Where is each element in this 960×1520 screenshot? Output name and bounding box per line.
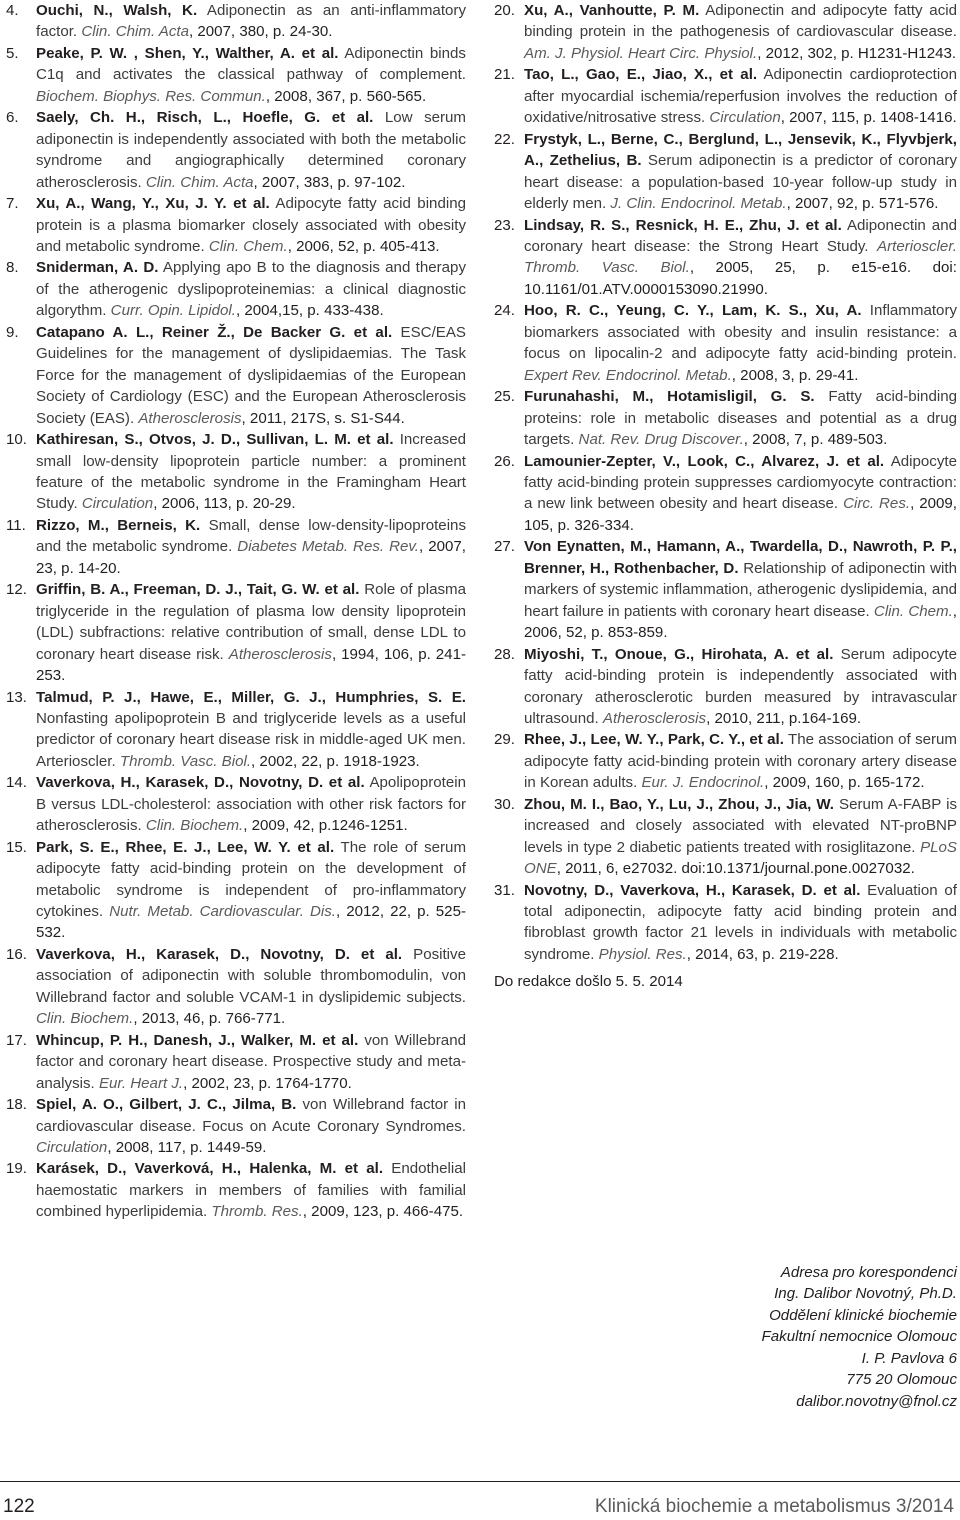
reference-details: , 2012, 22, p. 525-532. xyxy=(36,903,466,942)
reference-details: , 2009, 160, p. 165-172. xyxy=(764,774,925,792)
reference-item xyxy=(6,772,466,836)
reference-details: , 2006, 52, p. 853-859. xyxy=(524,602,957,642)
reference-item xyxy=(6,43,466,107)
reference-item xyxy=(6,107,466,193)
reference-item xyxy=(494,300,957,386)
reference-journal: Thromb. Res. xyxy=(211,1203,303,1221)
reference-details: , 2011, 217S, s. S1-S44. xyxy=(241,409,405,427)
reference-details: , 2007, 92, p. 571-576. xyxy=(786,195,939,213)
reference-authors: Von Eynatten, M., Hamann, A., Twardella, D., Nawroth, P. P., Brenner, H., Rothenbacher, D. xyxy=(524,538,957,577)
reference-authors: Catapano A. L., Reiner Ž., De Backer G. et al. xyxy=(36,323,393,341)
reference-title: Serum adiponectin is a predictor of coronary heart disease: a population-based 10-year follow-up study in elderly men. xyxy=(524,152,958,213)
reference-item xyxy=(6,429,466,515)
reference-title: Adipocyte fatty acid binding protein is a plasma biomarker closely associated with obesity and metabolic syndrome. xyxy=(36,195,466,255)
reference-journal: Atherosclerosis xyxy=(602,709,707,727)
reference-journal: Eur. Heart J. xyxy=(98,1074,184,1092)
reference-authors: Zhou, M. I., Bao, Y., Lu, J., Zhou, J., Jia, W. xyxy=(524,795,834,813)
reference-authors: Furunahashi, M., Hotamisligil, G. S. xyxy=(524,388,815,406)
reference-details: , 2013, 46, p. 766-771. xyxy=(133,1010,286,1028)
reference-journal: Am. J. Physiol. Heart Circ. Physiol. xyxy=(524,44,758,62)
reference-title: Serum adipocyte fatty acid-binding protein is independently associated with coronary atherosclerotic burden measured by intravascular ultrasound. xyxy=(524,645,957,727)
reference-title: Adiponectin as an anti-inflammatory factor. xyxy=(36,2,466,41)
reference-number: 7. xyxy=(6,195,19,213)
reference-number: 20. xyxy=(494,2,515,19)
reference-title: ESC/EAS Guidelines for the management of dyslipidaemias. The Task Force for the management of dyslipidaemias of the European Society of Cardiology (ESC) and the European Atherosclerosis Society (EAS). xyxy=(36,323,466,427)
reference-number: 29. xyxy=(494,731,515,749)
reference-number: 8. xyxy=(6,259,19,277)
reference-number: 5. xyxy=(6,44,19,62)
reference-number: 4. xyxy=(6,2,19,19)
reference-item xyxy=(6,1030,466,1094)
reference-authors: Saely, Ch. H., Risch, L., Hoefle, G. et al. xyxy=(36,109,374,127)
reference-number: 10. xyxy=(6,431,27,449)
reference-title: Adipocyte fatty acid-binding protein suppresses cardiomyocyte contraction: a new link between obesity and heart disease. xyxy=(524,452,957,513)
reference-journal: Biochem. Biophys. Res. Commun. xyxy=(36,87,266,105)
reference-journal: Clin. Chim. Acta xyxy=(81,23,189,41)
reference-details: , 1994, 106, p. 241-253. xyxy=(36,645,466,685)
reference-authors: Frystyk, L., Berne, C., Berglund, L., Jensevik, K., Flyvbjerk, A., Zethelius, B. xyxy=(524,130,957,170)
reference-number: 23. xyxy=(494,216,515,234)
reference-number: 28. xyxy=(494,645,515,663)
reference-item xyxy=(494,794,957,880)
reference-title: Adiponectin cardioprotection after myocardial ischemia/reperfusion involves the reduction of oxidative/nitrosative stress. xyxy=(524,66,957,127)
reference-title: von Willebrand factor and coronary heart disease. Prospective study and meta-analysis. xyxy=(36,1031,466,1092)
page-number: 122 xyxy=(3,1496,35,1517)
reference-column-right xyxy=(494,0,957,1008)
reference-item xyxy=(494,536,957,643)
reference-journal: Circ. Res. xyxy=(843,495,911,513)
reference-number: 18. xyxy=(6,1096,27,1114)
reference-item xyxy=(494,729,957,793)
reference-details: , 2007, 115, p. 1408-1416. xyxy=(780,109,957,127)
reference-journal: Thromb. Vasc. Biol. xyxy=(119,752,252,770)
reference-title: Nonfasting apolipoprotein B and triglyceride levels as a useful predictor of coronary heart disease risk in middle-aged UK men. Arterioscler. xyxy=(36,709,466,770)
reference-item xyxy=(6,193,466,257)
reference-authors: Novotny, D., Vaverkova, H., Karasek, D. et al. xyxy=(524,881,861,899)
reference-details: , 2009, 123, p. 466-475. xyxy=(302,1203,464,1221)
reference-journal: Eur. J. Endocrinol. xyxy=(641,774,765,792)
reference-details: , 2011, 6, e27032. doi:10.1371/journal.pone.0027032. xyxy=(556,860,915,878)
reference-title: Relationship of adiponectin with markers of systemic inflammation, atherogenic dyslipidemia, and heart failure in patients with coronary heart disease. xyxy=(524,559,957,620)
reference-authors: Spiel, A. O., Gilbert, J. C., Jilma, B. xyxy=(36,1096,297,1114)
reference-authors: Hoo, R. C., Yeung, C. Y., Lam, K. S., Xu, A. xyxy=(524,302,862,320)
reference-authors: Griffin, B. A., Freeman, D. J., Tait, G. W. et al. xyxy=(36,581,360,599)
reference-journal: Clin. Chem. xyxy=(873,602,953,620)
reference-number: 24. xyxy=(494,302,515,320)
reference-number: 14. xyxy=(6,774,27,792)
reference-title: Apolipoprotein B versus LDL-cholesterol: association with other risk factors for atherosclerosis. xyxy=(36,774,466,835)
reference-title: von Willebrand factor in cardiovascular disease. Focus on Acute Coronary Syndromes. xyxy=(36,1096,467,1135)
reference-details: , 2008, 117, p. 1449-59. xyxy=(107,1139,267,1157)
reference-number: 13. xyxy=(6,688,27,706)
reference-number: 15. xyxy=(6,838,27,856)
reference-item xyxy=(494,451,957,537)
reference-title: Endothelial haemostatic markers in members of families with familial combined hyperlipidemia. xyxy=(36,1160,466,1221)
reference-number: 17. xyxy=(6,1031,27,1049)
reference-item xyxy=(494,880,957,966)
reference-details: , 2012, 302, p. H1231-H1243. xyxy=(757,44,957,62)
reference-details: , 2007, 383, p. 97-102. xyxy=(253,173,406,191)
reference-title: Serum A-FABP is increased and closely associated with elevated NT-proBNP levels in type 2 diabetic patients treated with rosiglitazone. xyxy=(524,795,957,856)
reference-item xyxy=(494,644,957,730)
reference-item xyxy=(494,0,957,64)
reference-item xyxy=(494,129,957,215)
reference-item xyxy=(6,0,466,43)
reference-number: 25. xyxy=(494,388,515,406)
reference-number: 6. xyxy=(6,109,19,127)
reference-title: Fatty acid-binding proteins: role in metabolic diseases and potential as a drug targets. xyxy=(524,388,957,449)
reference-item xyxy=(6,257,466,321)
reference-authors: Xu, A., Vanhoutte, P. M. xyxy=(524,2,700,19)
reference-item xyxy=(494,386,957,450)
address-city: 775 20 Olomouc xyxy=(846,1371,957,1389)
reference-journal: Circulation xyxy=(36,1139,108,1157)
reference-item xyxy=(494,215,957,301)
reference-details: , 2008, 7, p. 489-503. xyxy=(743,431,888,449)
reference-details: , 2014, 63, p. 219-228. xyxy=(686,945,839,963)
reference-journal: Nutr. Metab. Cardiovascular. Dis. xyxy=(109,903,336,921)
reference-authors: Kathiresan, S., Otvos, J. D., Sullivan, L. M. et al. xyxy=(36,431,394,449)
reference-authors: Whincup, P. H., Danesh, J., Walker, M. et al. xyxy=(36,1031,359,1049)
reference-title: The role of serum adipocyte fatty acid-binding protein on the development of metabolic syndrome is independent of pro-inflammatory cytokines. xyxy=(36,838,467,921)
reference-authors: Lindsay, R. S., Resnick, H. E., Zhu, J. et al. xyxy=(524,216,842,234)
reference-number: 11. xyxy=(6,516,26,534)
reference-journal: Clin. Chim. Acta xyxy=(145,173,254,191)
reference-item xyxy=(6,944,466,1030)
reference-journal: Physiol. Res. xyxy=(598,945,687,963)
footer-rule xyxy=(0,1481,960,1482)
reference-number: 16. xyxy=(6,945,27,963)
received-date: Do redakce došlo 5. 5. 2014 xyxy=(494,973,683,991)
reference-title: Small, dense low-density-lipoproteins and the metabolic syndrome. xyxy=(36,516,466,556)
reference-journal: Diabetes Metab. Res. Rev. xyxy=(237,538,420,556)
reference-number: 12. xyxy=(6,581,27,599)
reference-title: Positive association of adiponectin with soluble thrombomodulin, von Willebrand factor and soluble VCAM-1 in dyslipidemic subjects. xyxy=(36,945,466,1006)
reference-title: The association of serum adipocyte fatty acid-binding protein with coronary artery disease in Korean adults. xyxy=(524,731,958,792)
reference-details: , 2009, 42, p.1246-1251. xyxy=(243,817,408,835)
reference-authors: Rizzo, M., Berneis, K. xyxy=(36,516,201,534)
reference-journal: Curr. Opin. Lipidol. xyxy=(110,302,236,320)
reference-number: 31. xyxy=(494,881,515,899)
reference-details: , 2006, 52, p. 405-413. xyxy=(287,237,440,255)
reference-item xyxy=(6,1094,466,1158)
reference-authors: Park, S. E., Rhee, E. J., Lee, W. Y. et al. xyxy=(36,838,335,856)
reference-authors: Talmud, P. J., Hawe, E., Miller, G. J., Humphries, S. E. xyxy=(36,688,466,706)
reference-authors: Peake, P. W. , Shen, Y., Walther, A. et al. xyxy=(36,44,339,62)
reference-item xyxy=(6,579,466,686)
reference-authors: Xu, A., Wang, Y., Xu, J. Y. et al. xyxy=(36,195,270,213)
reference-title: Adiponectin binds C1q and activates the classical pathway of complement. xyxy=(36,44,466,84)
reference-title: Low serum adiponectin is independently associated with both the metabolic syndrome and angiographically determined coronary atherosclerosis. xyxy=(36,109,467,191)
reference-title: Role of plasma triglyceride in the regulation of plasma low density lipoprotein (LDL) subfractions: relative contribution of small, dense LDL to coronary heart disease risk. xyxy=(36,581,466,663)
reference-authors: Rhee, J., Lee, W. Y., Park, C. Y., et al. xyxy=(524,731,784,749)
reference-item xyxy=(6,322,466,429)
address-heading: Adresa pro korespondenci xyxy=(780,1264,957,1281)
address-hospital: Fakultní nemocnice Olomouc xyxy=(761,1328,957,1346)
reference-journal: PLoS ONE xyxy=(524,838,957,878)
reference-authors: Karásek, D., Vaverková, H., Halenka, M. et al. xyxy=(36,1160,384,1178)
reference-details: , 2008, 3, p. 29-41. xyxy=(731,366,859,384)
reference-number: 21. xyxy=(494,66,515,84)
reference-journal: J. Clin. Endocrinol. Metab. xyxy=(610,195,787,213)
reference-details: , 2004,15, p. 433-438. xyxy=(235,302,384,320)
reference-journal: Clin. Biochem. xyxy=(36,1010,134,1028)
reference-title: Adiponectin and adipocyte fatty acid binding protein in the pathogenesis of cardiovascular disease. xyxy=(524,2,957,41)
reference-journal: Atherosclerosis xyxy=(138,409,242,427)
address-department: Oddělení klinické biochemie xyxy=(769,1306,957,1324)
reference-number: 22. xyxy=(494,130,515,148)
reference-number: 26. xyxy=(494,452,515,470)
reference-journal: Expert Rev. Endocrinol. Metab. xyxy=(524,366,732,384)
reference-details: , 2006, 113, p. 20-29. xyxy=(153,495,296,513)
reference-number: 30. xyxy=(494,795,515,813)
reference-title: Inflammatory biomarkers associated with obesity and insulin resistance: a focus on lipocalin-2 and adipocyte fatty acid-binding protein. xyxy=(524,302,958,363)
reference-item xyxy=(494,64,957,128)
reference-details: , 2008, 367, p. 560-565. xyxy=(265,87,427,105)
reference-title: Increased small low-density lipoprotein particle number: a prominent feature of the metabolic syndrome in the Framingham Heart Study. xyxy=(36,431,466,513)
reference-authors: Vaverkova, H., Karasek, D., Novotny, D. et al. xyxy=(36,945,403,963)
reference-number: 27. xyxy=(494,538,515,556)
reference-title: Applying apo B to the diagnosis and therapy of the atherogenic dyslipoproteinemias: a clinical diagnostic algorythm. xyxy=(36,259,466,320)
reference-column-left xyxy=(6,0,466,1223)
reference-journal: Circulation xyxy=(709,109,781,127)
reference-journal: Clin. Chem. xyxy=(208,237,288,255)
address-author: Ing. Dalibor Novotný, Ph.D. xyxy=(774,1285,957,1303)
address-email[interactable]: dalibor.novotny@fnol.cz xyxy=(796,1392,957,1410)
reference-number: 19. xyxy=(6,1160,27,1178)
reference-details: , 2007, 380, p. 24-30. xyxy=(188,23,333,41)
address-street: I. P. Pavlova 6 xyxy=(861,1349,957,1367)
reference-authors: Ouchi, N., Walsh, K. xyxy=(36,2,198,19)
reference-title: Evaluation of total adiponectin, adipocyte fatty acid binding protein and fibroblast growth factor 21 levels in individuals with metabolic syndrome. xyxy=(524,881,957,963)
reference-authors: Miyoshi, T., Onoue, G., Hirohata, A. et al. xyxy=(524,645,834,663)
reference-journal: Circulation xyxy=(81,495,154,513)
reference-journal: Nat. Rev. Drug Discover. xyxy=(578,431,744,449)
reference-details: , 2002, 23, p. 1764-1770. xyxy=(183,1074,352,1092)
reference-details: , 2010, 211, p.164-169. xyxy=(706,709,862,727)
reference-authors: Tao, L., Gao, E., Jiao, X., et al. xyxy=(524,66,758,84)
reference-details: , 2002, 22, p. 1918-1923. xyxy=(251,752,420,770)
reference-authors: Lamounier-Zepter, V., Look, C., Alvarez, J. et al. xyxy=(524,452,885,470)
reference-item xyxy=(6,687,466,773)
reference-number: 9. xyxy=(6,323,19,341)
reference-details: , 2007, 23, p. 14-20. xyxy=(36,538,466,577)
reference-journal: Clin. Biochem. xyxy=(145,817,244,835)
reference-journal: Atherosclerosis xyxy=(228,645,332,663)
reference-item xyxy=(6,1158,466,1222)
reference-journal: Arterioscler. Thromb. Vasc. Biol. xyxy=(524,237,957,277)
reference-details: , 2009, 105, p. 326-334. xyxy=(524,495,957,534)
journal-name: Klinická biochemie a metabolismus 3/2014 xyxy=(594,1496,954,1517)
reference-item xyxy=(6,515,466,579)
correspondence-address xyxy=(577,1262,957,1412)
reference-details: , 2005, 25, p. e15-e16. doi: 10.1161/01.ATV.0000153090.21990. xyxy=(524,259,957,298)
reference-authors: Vaverkova, H., Karasek, D., Novotny, D. et al. xyxy=(36,774,365,792)
reference-authors: Sniderman, A. D. xyxy=(36,259,159,277)
reference-title: Adiponectin and coronary heart disease: the Strong Heart Study. xyxy=(524,216,957,255)
reference-item xyxy=(6,837,466,944)
